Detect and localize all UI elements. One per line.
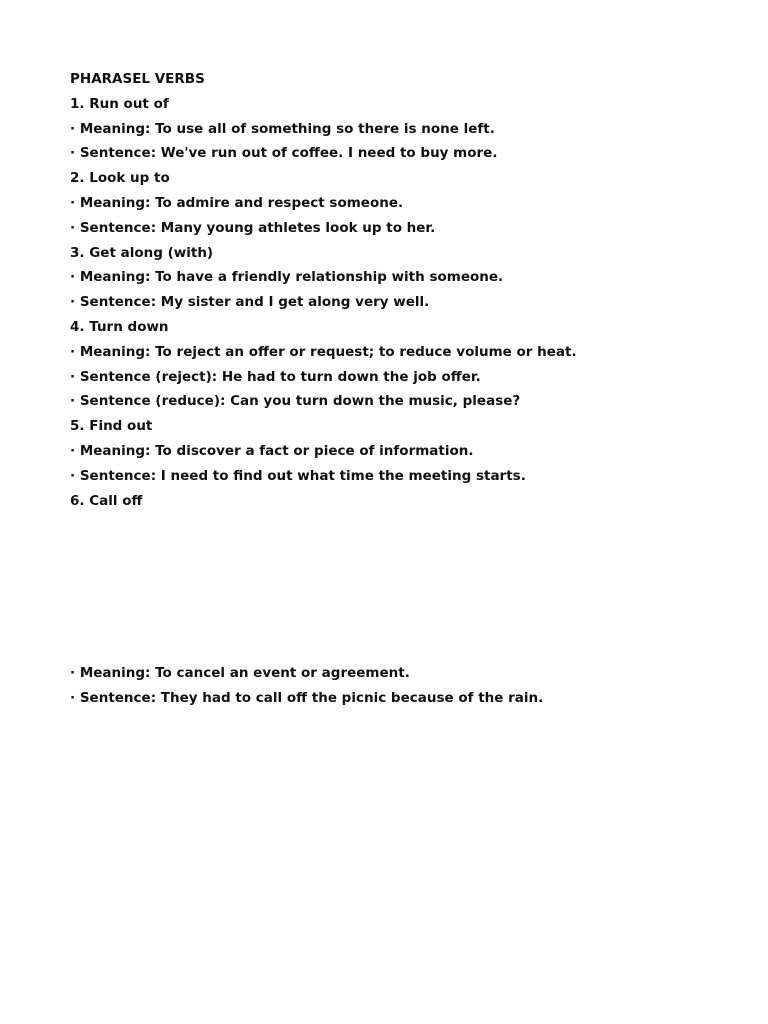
sentence-get-along: · Sentence: My sister and I get along very well.	[70, 294, 430, 311]
verb-heading-call-off: 6. Call off	[70, 492, 143, 509]
verb-heading-get-along: 3. Get along (with)	[70, 244, 214, 261]
verb-heading-look-up-to: 2. Look up to	[70, 170, 170, 187]
meaning-find-out: · Meaning: To discover a fact or piece of information.	[70, 442, 474, 459]
sentence-turn-down-reject: · Sentence (reject): He had to turn down the job offer.	[70, 368, 481, 385]
sentence-find-out: · Sentence: I need to find out what time the meeting starts.	[70, 467, 526, 484]
meaning-call-off: · Meaning: To cancel an event or agreement.	[70, 665, 410, 682]
meaning-run-out-of: · Meaning: To use all of something so there is none left.	[70, 120, 495, 137]
verb-heading-run-out-of: 1. Run out of	[70, 95, 169, 112]
sentence-run-out-of: · Sentence: We've run out of coffee. I need to buy more.	[70, 145, 498, 162]
verb-heading-find-out: 5. Find out	[70, 418, 153, 435]
document-page	[70, 67, 730, 711]
meaning-get-along: · Meaning: To have a friendly relationship with someone.	[70, 269, 504, 286]
document-title: PHARASEL VERBS	[70, 71, 205, 87]
sentence-call-off: · Sentence: They had to call off the picnic because of the rain.	[70, 690, 544, 707]
sentence-turn-down-reduce: · Sentence (reduce): Can you turn down the music, please?	[70, 393, 521, 410]
meaning-turn-down: · Meaning: To reject an offer or request; to reduce volume or heat.	[70, 343, 577, 360]
verb-heading-turn-down: 4. Turn down	[70, 318, 169, 335]
sentence-look-up-to: · Sentence: Many young athletes look up to her.	[70, 219, 436, 236]
meaning-look-up-to: · Meaning: To admire and respect someone.	[70, 194, 404, 211]
blank-space	[70, 513, 730, 661]
